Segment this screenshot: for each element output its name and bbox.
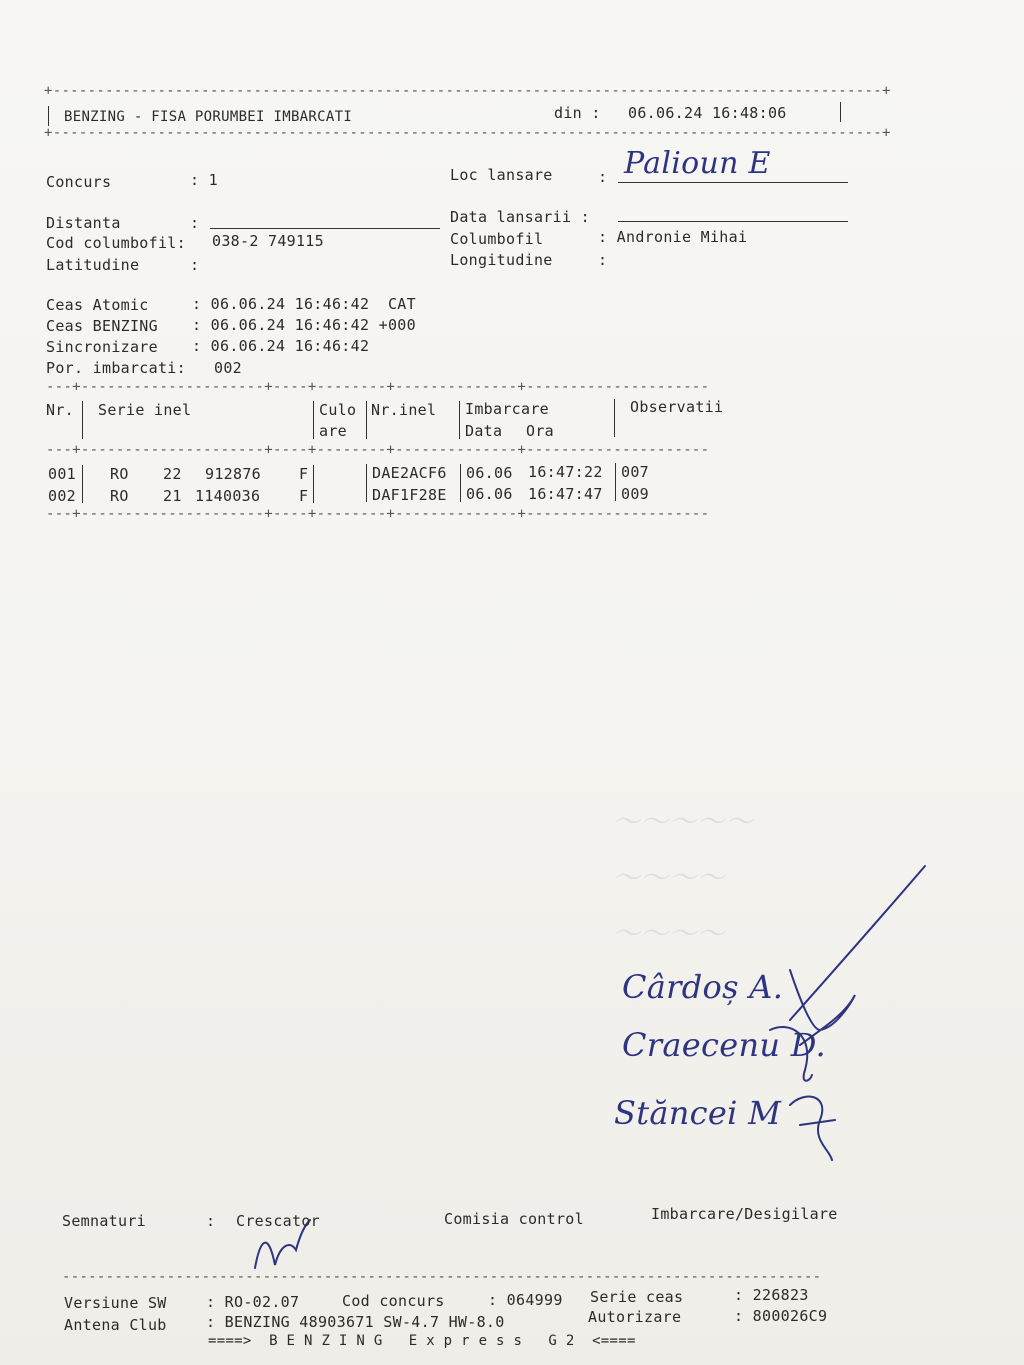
col-header-culo-2: are [319,422,347,440]
row2-nrinel: 1140036 [195,487,261,505]
columbofil-label: Columbofil [450,230,544,248]
show-through-mark: ～～～～～ [612,805,754,838]
col-header-culo: Culo [319,401,357,419]
concurs-label: Concurs [46,173,112,191]
serie-ceas-value: : 226823 [734,1286,809,1304]
row1-nr: 001 [48,465,76,483]
sincronizare-value: : 06.06.24 16:46:42 [192,337,370,355]
row1-sex: F [299,465,309,483]
col-header-data: Data [465,422,503,440]
col-header-nr: Nr. [46,401,74,419]
row1-senzor: DAE2ACF6 [372,464,447,482]
cod-columbofil-value: 038-2 749115 [212,232,324,250]
autorizare-label: Autorizare [588,1308,682,1326]
signature-name-1: Cârdoș A. [622,968,784,1006]
col-header-nrinel: Nr.inel [371,401,437,419]
ceas-atomic-value: : 06.06.24 16:46:42 CAT [192,295,416,313]
versiune-sw-label: Versiune SW [64,1294,167,1312]
header-bottom-border: +-----------------------------------------------------------------------------------------------+ [44,125,891,141]
table-top-border: ---+---------------------+----+--------+--------------+--------------------- [46,379,710,395]
row2-tara: RO [110,487,129,505]
table-bottom-border: ---+---------------------+----+--------+--------------+--------------------- [46,506,710,522]
footer-divider: --------------------------------------------------------------------------------------- [62,1269,822,1285]
row1-nrinel: 912876 [205,465,261,483]
row2-ora: 16:47:47 [528,485,603,503]
distanta-colon: : [190,214,200,232]
signature-mark-2 [770,1027,812,1081]
row2-an: 21 [163,487,182,505]
date-value: 06.06.24 16:48:06 [628,104,787,122]
latitudine-colon: : [190,256,200,274]
ceas-atomic-label: Ceas Atomic [46,296,149,314]
signature-mark-3 [790,1097,835,1160]
signature-name-3: Stăncei M [614,1094,782,1132]
document-title: BENZING - FISA PORUMBEI IMBARCATI [64,109,353,125]
imbarcare-desigilare-label: Imbarcare/Desigilare [651,1205,838,1223]
signature-name-2: Craecenu D. [622,1026,827,1064]
row2-nr: 002 [48,487,76,505]
row2-senzor: DAF1F28E [372,486,447,504]
header-top-border: +-----------------------------------------------------------------------------------------------+ [44,83,891,99]
row1-obs: 007 [621,463,649,481]
ceas-benzing-value: : 06.06.24 16:46:42 +000 [192,316,416,334]
row2-data: 06.06 [466,485,513,503]
latitudine-label: Latitudine [46,256,140,274]
col-header-ora: Ora [526,422,554,440]
cod-concurs-value: : 064999 [488,1291,563,1309]
show-through-mark: ～～～～ [612,917,726,950]
benzing-express-banner: ====> B E N Z I N G E x p r e s s G 2 <==== [208,1333,636,1349]
loc-lansare-label: Loc lansare [450,166,553,184]
sincronizare-label: Sincronizare [46,338,158,356]
loc-lansare-colon: : [598,168,608,186]
distanta-label: Distanta [46,214,121,232]
row1-data: 06.06 [466,464,513,482]
row1-ora: 16:47:22 [528,463,603,481]
concurs-value: : 1 [190,171,218,189]
comisia-control-label: Comisia control [444,1210,584,1228]
col-header-observatii: Observatii [630,398,724,416]
show-through-mark: ～～～～ [612,861,726,894]
ceas-benzing-label: Ceas BENZING [46,317,158,335]
semnaturi-label: Semnaturi [62,1212,146,1230]
col-header-serie: Serie inel [98,401,192,419]
date-label: din : [554,104,601,122]
antena-club-value: : BENZING 48903671 SW-4.7 HW-8.0 [206,1313,505,1331]
row1-an: 22 [163,465,182,483]
longitudine-label: Longitudine [450,251,553,269]
serie-ceas-label: Serie ceas [590,1288,684,1306]
row2-sex: F [299,487,309,505]
row1-tara: RO [110,465,129,483]
longitudine-colon: : [598,251,608,269]
signature-slash-stroke [790,866,925,1020]
por-imbarcati-value: 002 [214,359,242,377]
data-lansarii-label: Data lansarii : [450,208,590,226]
col-header-imbarcare: Imbarcare [465,400,549,418]
versiune-sw-value: : RO-02.07 [206,1293,300,1311]
row2-obs: 009 [621,485,649,503]
por-imbarcati-label: Por. imbarcati: [46,359,186,377]
table-header-border: ---+---------------------+----+--------+--------------+--------------------- [46,442,710,458]
cod-concurs-label: Cod concurs [342,1292,445,1310]
columbofil-value: : Andronie Mihai [598,228,748,246]
autorizare-value: : 800026C9 [734,1307,828,1325]
cod-columbofil-label: Cod columbofil: [46,234,186,252]
semnaturi-colon: : [206,1212,216,1230]
antena-club-label: Antena Club [64,1316,167,1334]
crescator-label: Crescator [236,1212,320,1230]
loc-lansare-handwritten: Palioun E [624,146,771,181]
